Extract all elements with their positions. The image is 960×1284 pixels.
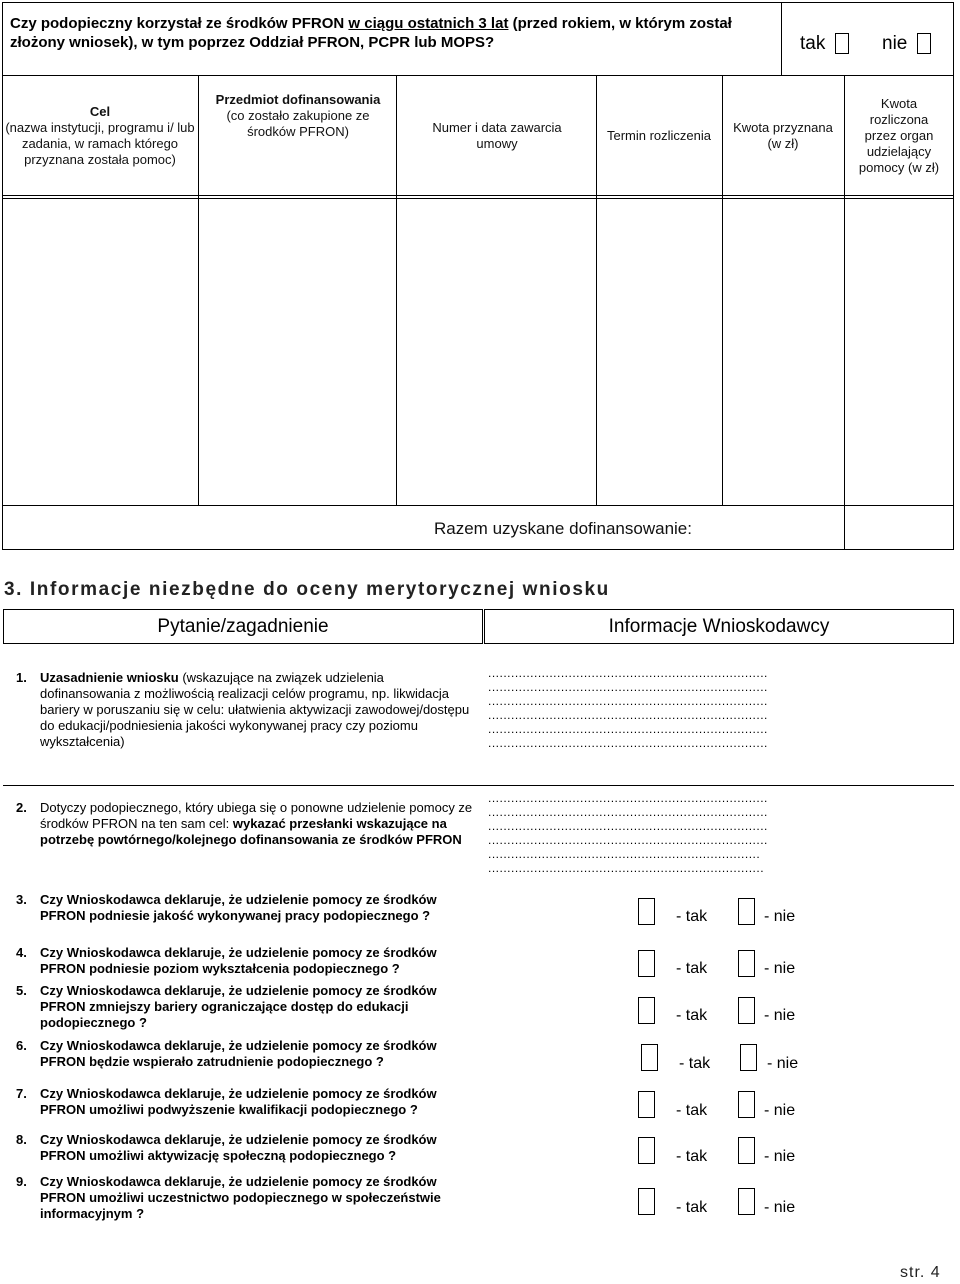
section3-col-info: Informacje Wnioskodawcy [608, 616, 830, 637]
q4-yes-label: - tak [676, 960, 708, 977]
q5-no-checkbox[interactable] [738, 997, 755, 1024]
question-7: 7. Czy Wnioskodawca deklaruje, że udzielenie pomocy ze środków PFRON umożliwi podwyższenie kwalifikacji podopiecznego ? [16, 1086, 437, 1117]
q9-no-checkbox[interactable] [738, 1188, 755, 1215]
q3-no-label: - nie [764, 908, 796, 925]
question-6: 6. Czy Wnioskodawca deklaruje, że udzielenie pomocy ze środków PFRON będzie wspierało zatrudnienie podopiecznego ? [16, 1038, 437, 1069]
q9-yes-checkbox[interactable] [638, 1188, 655, 1215]
top-no-option[interactable] [882, 33, 931, 55]
q7-no-checkbox[interactable] [738, 1091, 755, 1118]
question-1: 1. Uzasadnienie wniosku (wskazujące na związek udzielenia dofinansowania z możliwością realizacji celów programu, np. likwidacja bariery w poruszaniu się w celu: ułatwienia aktywizacji zawodowej/dostępu do edukacji/podniesienia jakości wykonywanej pracy czy poziomu wykształcenia) [16, 670, 470, 749]
q6-no-checkbox[interactable] [740, 1044, 757, 1071]
top-no-checkbox[interactable] [917, 33, 931, 54]
page-number: str. 4 [900, 1264, 941, 1281]
top-no-label: nie [882, 33, 908, 54]
q5-no-label: - nie [764, 1007, 796, 1024]
header-cel: Cel (nazwa instytucji, programu i/ lub zadania, w ramach którego przyznana została pomoc) [5, 104, 195, 167]
question-3: 3. Czy Wnioskodawca deklaruje, że udzielenie pomocy ze środków PFRON podniesie jakość wykonywanej pracy podopiecznego ? [16, 892, 437, 923]
question-8: 8. Czy Wnioskodawca deklaruje, że udzielenie pomocy ze środków PFRON umożliwi aktywizację społeczną podopiecznego ? [16, 1132, 437, 1163]
top-question-text: Czy podopieczny korzystał ze środków PFRON w ciągu ostatnich 3 lat (przed rokiem, w którym został złożony wniosek), w tym poprzez Oddział PFRON, PCPR lub MOPS? [10, 15, 732, 51]
q3-no-checkbox[interactable] [738, 898, 755, 925]
q9-no-label: - nie [764, 1199, 796, 1216]
question-5: 5. Czy Wnioskodawca deklaruje, że udzielenie pomocy ze środków PFRON zmniejszy bariery ograniczające dostęp do edukacji podopiecznego ? [16, 983, 437, 1030]
q7-yes-label: - tak [676, 1102, 708, 1119]
col-sep-1 [198, 75, 199, 505]
section3-col-question: Pytanie/zagadnienie [157, 616, 329, 637]
header-termin: Termin rozliczenia [606, 128, 712, 143]
top-yes-option[interactable] [800, 33, 849, 55]
q7-yes-checkbox[interactable] [638, 1091, 655, 1118]
q9-yes-label: - tak [676, 1199, 708, 1216]
header-kwota-przyznana: Kwota przyznana (w zł) [733, 120, 833, 151]
q8-no-checkbox[interactable] [738, 1137, 755, 1164]
q8-no-label: - nie [764, 1148, 796, 1165]
q3-yes-label: - tak [676, 908, 708, 925]
q2-answer-lines[interactable]: ......................................................................... ......................................................................... ......................................................................... ......................................................................... ....................................................................... ........................................................................ [488, 791, 768, 875]
table-header-line2 [2, 198, 954, 199]
q8-yes-label: - tak [676, 1148, 708, 1165]
q6-no-label: - nie [767, 1055, 799, 1072]
question-4: 4. Czy Wnioskodawca deklaruje, że udzielenie pomocy ze środków PFRON podniesie poziom wykształcenia podopiecznego ? [16, 945, 437, 976]
section3-divider [3, 785, 954, 786]
top-yes-checkbox[interactable] [835, 33, 849, 54]
col-sep-4 [722, 75, 723, 505]
section3-title: 3. Informacje niezbędne do oceny merytorycznej wniosku [4, 579, 610, 600]
question-2: 2. Dotyczy podopiecznego, który ubiega się o ponowne udzielenie pomocy ze środków PFRON na ten sam cel: wykazać przesłanki wskazujące na potrzebę powtórnego/kolejnego dofinansowania ze środków PFRON [16, 800, 473, 847]
q3-yes-checkbox[interactable] [638, 898, 655, 925]
q5-yes-checkbox[interactable] [638, 997, 655, 1024]
q7-no-label: - nie [764, 1102, 796, 1119]
question-9: 9. Czy Wnioskodawca deklaruje, że udzielenie pomocy ze środków PFRON umożliwi uczestnictwo podopiecznego w społeczeństwie informacyjnym ? [16, 1174, 441, 1221]
q4-yes-checkbox[interactable] [638, 950, 655, 977]
q1-answer-lines[interactable]: ......................................................................... ......................................................................... ......................................................................... ......................................................................... ......................................................................... ......................................................................... [488, 666, 768, 750]
header-przedmiot: Przedmiot dofinansowania (co zostało zakupione ze środków PFRON) [215, 92, 381, 139]
q4-no-checkbox[interactable] [738, 950, 755, 977]
q8-yes-checkbox[interactable] [638, 1137, 655, 1164]
q6-yes-label: - tak [679, 1055, 711, 1072]
table-total-line [2, 505, 954, 506]
q6-yes-checkbox[interactable] [641, 1044, 658, 1071]
q5-yes-label: - tak [676, 1007, 708, 1024]
col-sep-2 [396, 75, 397, 505]
q4-no-label: - nie [764, 960, 796, 977]
col-sep-5 [844, 75, 845, 550]
header-kwota-rozliczona: Kwota rozliczona przez organ udzielający pomocy (w zł) [858, 96, 940, 175]
top-yes-label: tak [800, 33, 826, 54]
top-question-divider [781, 2, 782, 76]
header-numer-data: Numer i data zawarcia umowy [432, 120, 562, 151]
total-label: Razem uzyskane dofinansowanie: [434, 519, 692, 538]
col-sep-3 [596, 75, 597, 505]
